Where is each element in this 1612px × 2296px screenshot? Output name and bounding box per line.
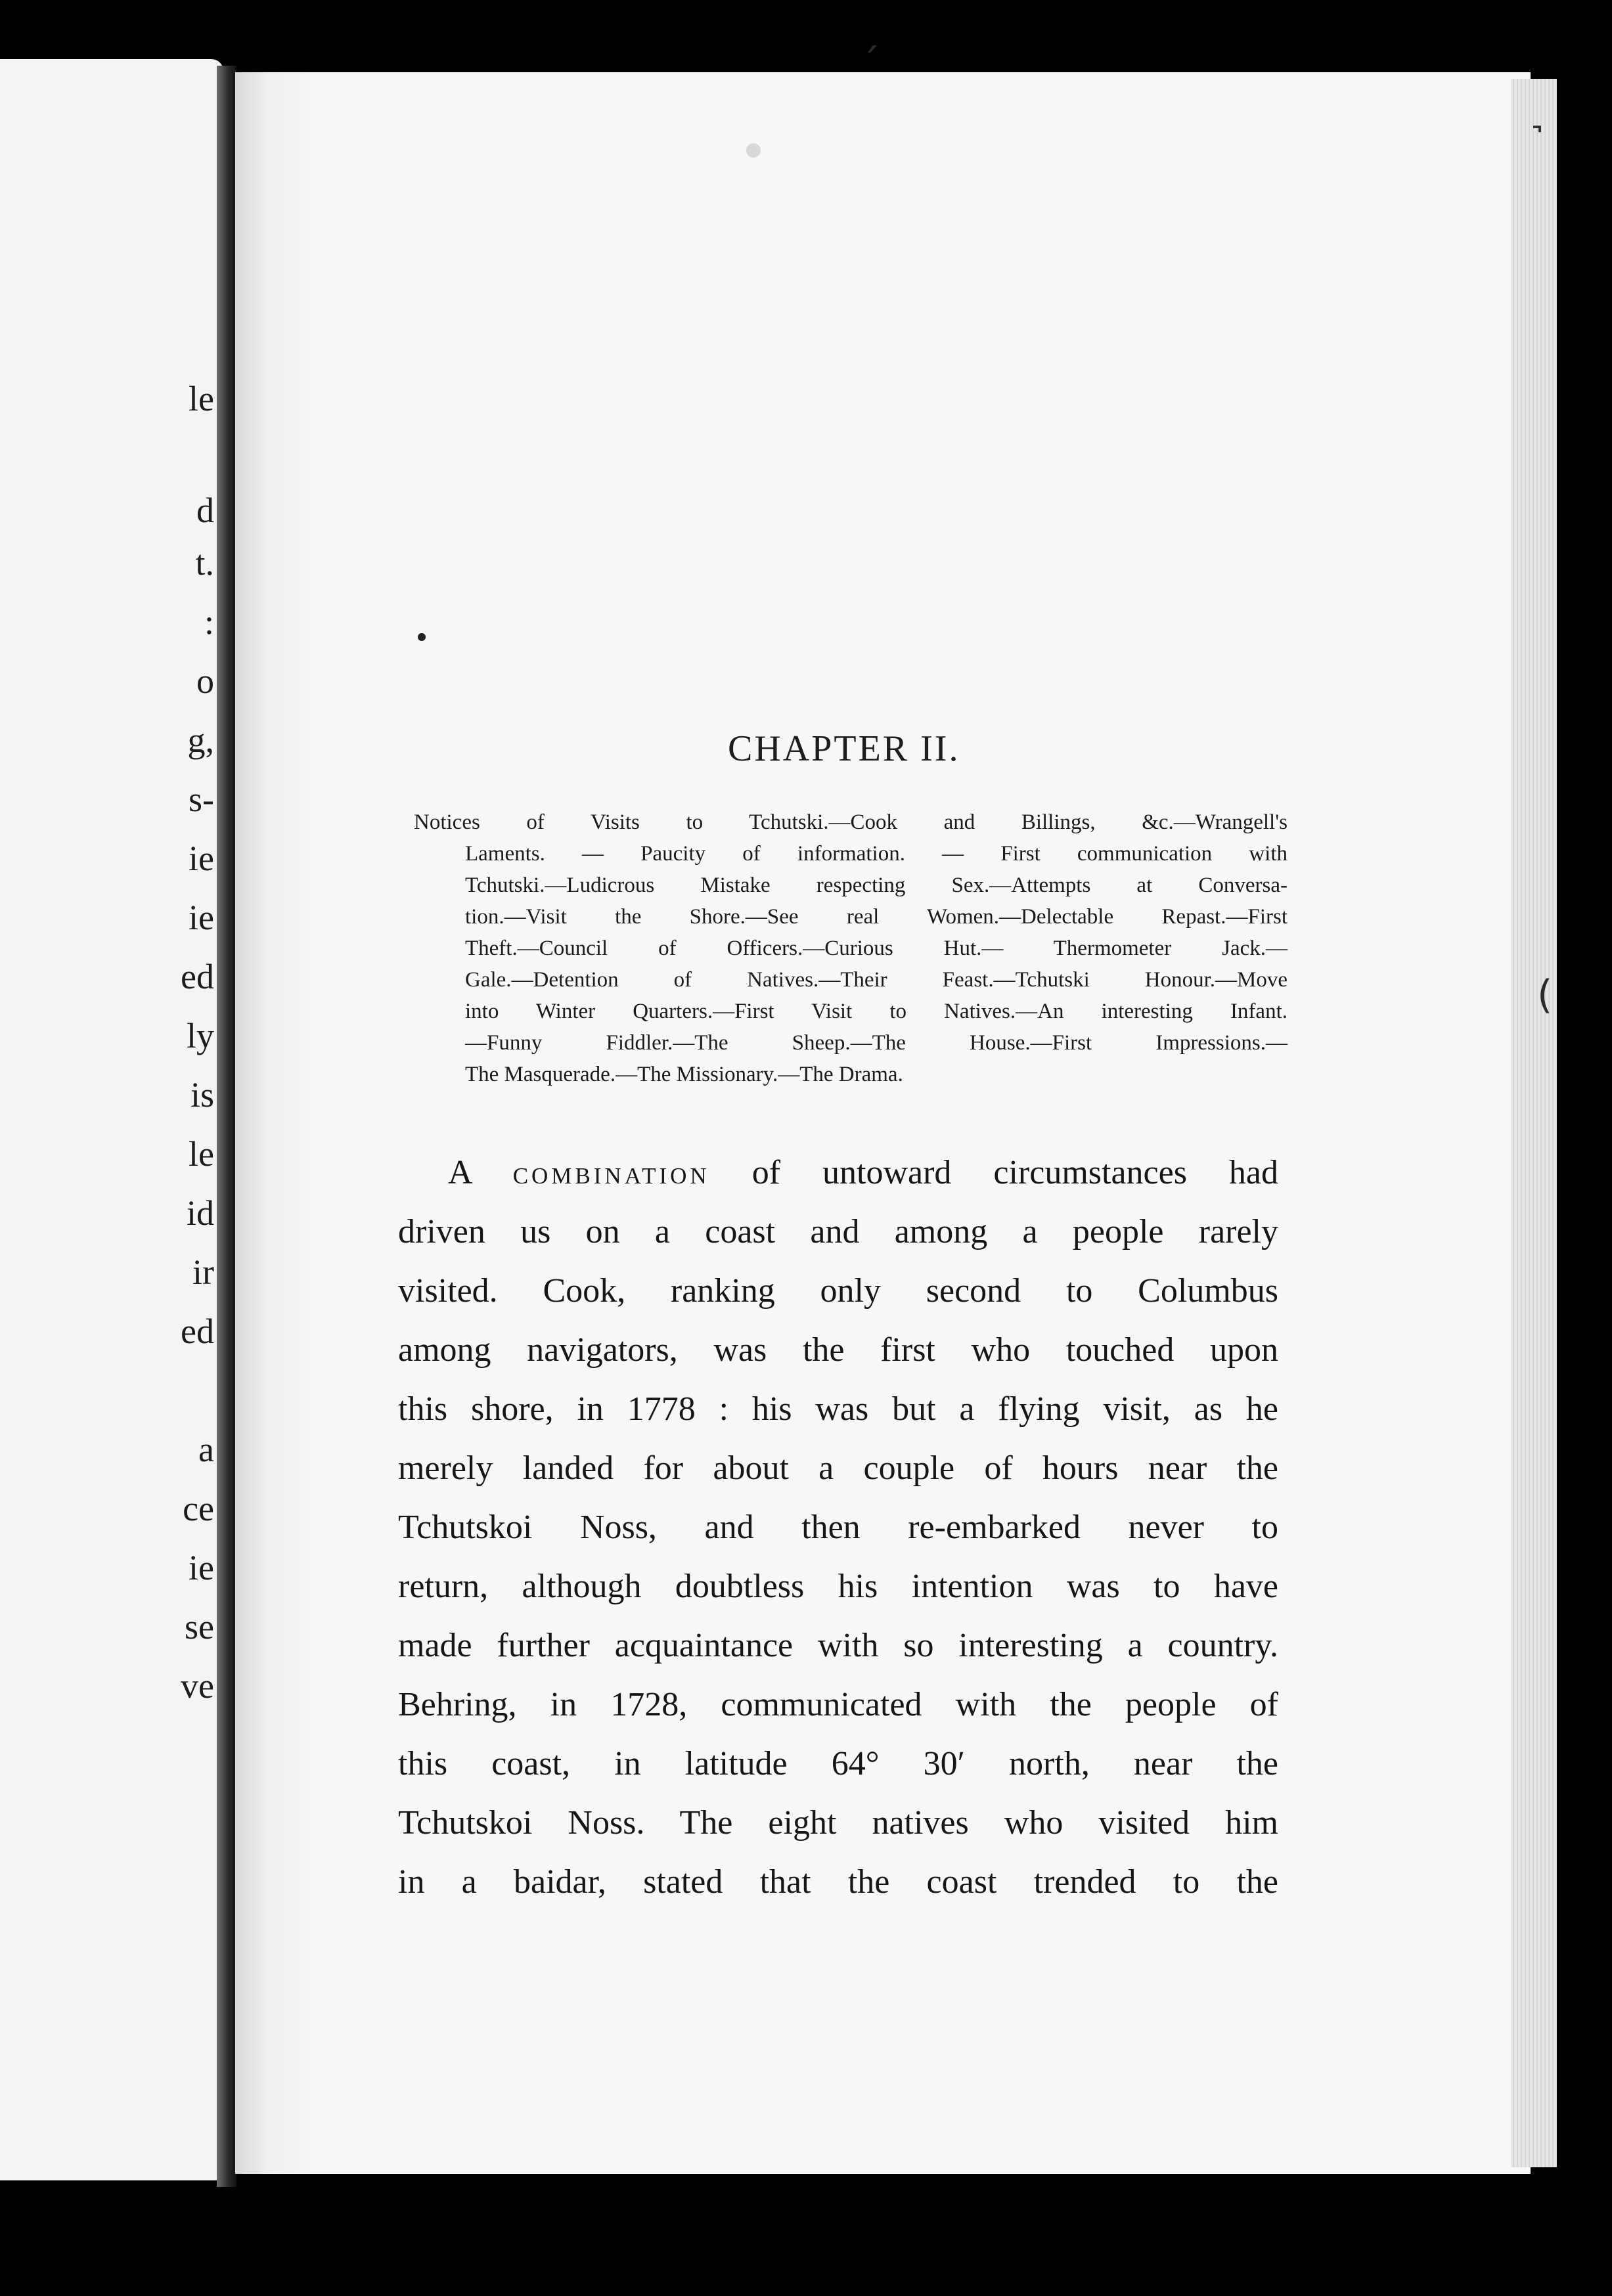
scan-artifact-mark: ( bbox=[1537, 972, 1553, 1018]
synopsis-line: Tchutski.—Ludicrous Mistake respecting Sex.—Attempts at Conversa- bbox=[465, 873, 1287, 897]
left-fragment: g, bbox=[187, 720, 214, 760]
body-line: merely landed for about a couple of hours near the bbox=[398, 1449, 1278, 1487]
body-line: among navigators, was the first who touched upon bbox=[398, 1331, 1278, 1369]
body-line: driven us on a coast and among a people rarely bbox=[398, 1213, 1278, 1250]
body-line: Behring, in 1728, communicated with the people of bbox=[398, 1686, 1278, 1723]
body-line: Tchutskoi Noss. The eight natives who visited him bbox=[398, 1804, 1278, 1842]
first-line-rest: of untoward circumstances had bbox=[751, 1154, 1279, 1191]
left-fragment: a bbox=[198, 1430, 214, 1469]
left-fragment: o bbox=[196, 661, 214, 701]
body-line: Tchutskoi Noss, and then re-embarked never to bbox=[398, 1509, 1278, 1546]
body-line: in a baidar, stated that the coast trended to the bbox=[398, 1863, 1278, 1901]
left-fragment: is bbox=[190, 1075, 214, 1115]
body-line: visited. Cook, ranking only second to Columbus bbox=[398, 1272, 1278, 1310]
body-line-opening bbox=[398, 1143, 1278, 1203]
left-fragment: d bbox=[196, 491, 214, 530]
left-fragment: ce bbox=[183, 1489, 214, 1528]
synopsis-line: into Winter Quarters.—First Visit to Natives.—An interesting Infant. bbox=[465, 1000, 1287, 1023]
opening-smallcaps: combination bbox=[512, 1154, 710, 1191]
synopsis-line: tion.—Visit the Shore.—See real Women.—Delectable Repast.—First bbox=[465, 905, 1287, 929]
left-fragment: ve bbox=[181, 1666, 214, 1706]
left-fragment: ie bbox=[189, 1548, 214, 1587]
left-fragment: t. bbox=[195, 543, 214, 583]
body-line: this coast, in latitude 64° 30′ north, near the bbox=[398, 1745, 1278, 1782]
left-fragment: le bbox=[189, 1134, 214, 1174]
scan-artifact-mark: ˊ bbox=[861, 41, 880, 87]
left-fragment: ed bbox=[181, 1312, 214, 1351]
left-fragment: : bbox=[204, 602, 214, 642]
synopsis-line: Notices of Visits to Tchutski.—Cook and Billings, &c.—Wrangell's bbox=[414, 810, 1287, 834]
synopsis-line: —Funny Fiddler.—The Sheep.—The House.—First Impressions.— bbox=[465, 1031, 1287, 1055]
scan-artifact-mark: ˺ bbox=[1531, 118, 1544, 164]
chapter-body bbox=[398, 1143, 1278, 1912]
left-fragment: ie bbox=[189, 839, 214, 878]
left-fragment: id bbox=[186, 1193, 214, 1233]
left-fragment: se bbox=[185, 1607, 214, 1646]
body-line: made further acquaintance with so interesting a country. bbox=[398, 1627, 1278, 1664]
left-fragment: ir bbox=[192, 1252, 214, 1292]
left-fragment: s- bbox=[189, 780, 214, 819]
left-fragment: le bbox=[189, 379, 214, 418]
body-line: return, although doubtless his intention was to have bbox=[398, 1568, 1278, 1605]
body-line: this shore, in 1778 : his was but a flying visit, as he bbox=[398, 1390, 1278, 1428]
synopsis-line: Theft.—Council of Officers.—Curious Hut.— Thermometer Jack.— bbox=[465, 937, 1287, 960]
synopsis-line: The Masquerade.—The Missionary.—The Drama. bbox=[465, 1063, 903, 1086]
chapter-synopsis bbox=[414, 806, 1287, 1090]
left-fragment: ed bbox=[181, 957, 214, 996]
synopsis-line: Gale.—Detention of Natives.—Their Feast.—Tchutski Honour.—Move bbox=[465, 968, 1287, 992]
synopsis-line: Laments. — Paucity of information. — First communication with bbox=[465, 842, 1287, 866]
opening-initial: A bbox=[448, 1154, 471, 1191]
chapter-title: CHAPTER II. bbox=[728, 728, 960, 769]
left-fragment: ly bbox=[186, 1016, 214, 1055]
left-fragment: ie bbox=[189, 898, 214, 937]
